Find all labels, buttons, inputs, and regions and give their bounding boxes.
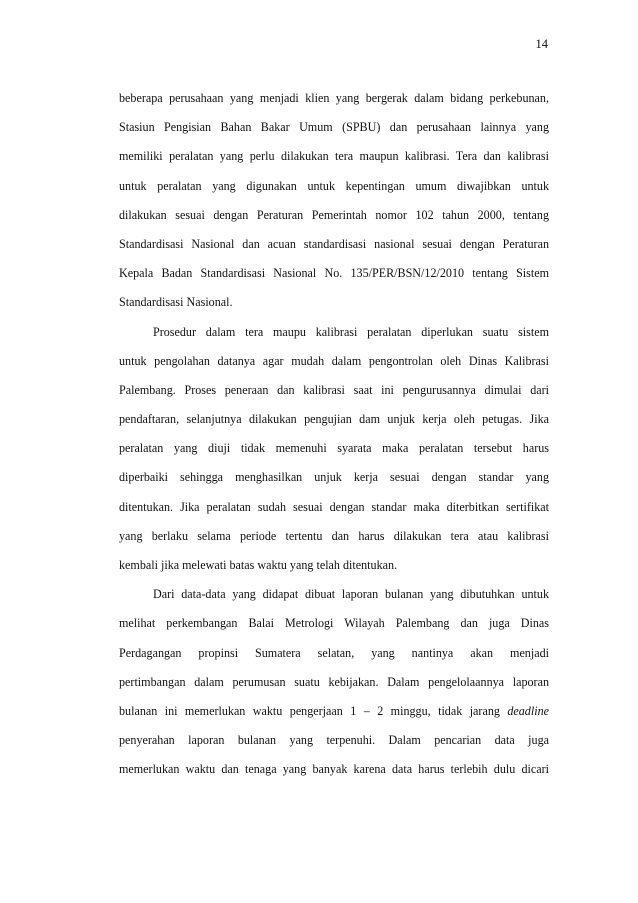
text-line: diperbaiki sehingga menghasilkan unjuk kerja sesuai dengan standar yang (119, 470, 549, 485)
text-line: Dari data-data yang didapat dibuat laporan bulanan yang dibutuhkan untuk (153, 587, 549, 602)
text-line: Palembang. Proses peneraan dan kalibrasi saat ini pengurusannya dimulai dari (119, 382, 549, 397)
text-line: Prosedur dalam tera maupu kalibrasi peralatan diperlukan suatu sistem (153, 324, 549, 339)
text-line: dilakukan sesuai dengan Peraturan Pemerintah nomor 102 tahun 2000, tentang (119, 207, 549, 222)
text-line: Standardisasi Nasional dan acuan standardisasi nasional sesuai dengan Peraturan (119, 236, 549, 251)
text-line: Perdagangan propinsi Sumatera selatan, yang nantinya akan menjadi (119, 645, 549, 660)
text-line: ditentukan. Jika peralatan sudah sesuai dengan standar maka diterbitkan sertifikat (119, 499, 549, 514)
text-line-plain: bulanan ini memerlukan waktu pengerjaan 1 – 2 minggu, tidak jarang (119, 703, 508, 718)
text-line: peralatan yang diuji tidak memenuhi syarata maka peralatan tersebut harus (119, 441, 549, 456)
text-line: Kepala Badan Standardisasi Nasional No. 135/PER/BSN/12/2010 tentang Sistem (119, 266, 549, 281)
text-line: penyerahan laporan bulanan yang terpenuhi. Dalam pencarian data juga (119, 733, 549, 748)
text-line: Standardisasi Nasional. (119, 295, 233, 310)
text-line: pertimbangan dalam perumusan suatu kebijakan. Dalam pengelolaannya laporan (119, 674, 549, 689)
text-line: memerlukan waktu dan tenaga yang banyak karena data harus terlebih dulu dicari (119, 762, 549, 777)
text-line: pendaftaran, selanjutnya dilakukan pengujian dam unjuk kerja oleh petugas. Jika (119, 412, 549, 427)
text-line: beberapa perusahaan yang menjadi klien yang bergerak dalam bidang perkebunan, (119, 91, 549, 105)
page-number: 14 (535, 37, 548, 51)
text-line: yang berlaku selama periode tertentu dan harus dilakukan tera atau kalibrasi (119, 528, 549, 543)
text-line: untuk pengolahan datanya agar mudah dalam pengontrolan oleh Dinas Kalibrasi (119, 353, 549, 368)
italic-term: deadline (507, 703, 549, 718)
text-line: untuk peralatan yang digunakan untuk kepentingan umum diwajibkan untuk (119, 178, 549, 193)
text-line: kembali jika melewati batas waktu yang telah ditentukan. (119, 558, 398, 572)
text-line: melihat perkembangan Balai Metrologi Wilayah Palembang dan juga Dinas (119, 616, 549, 631)
body-text (119, 90, 549, 791)
text-line: memiliki peralatan yang perlu dilakukan tera maupun kalibrasi. Tera dan kalibrasi (119, 149, 549, 164)
text-line (119, 703, 549, 719)
text-line: Stasiun Pengisian Bahan Bakar Umum (SPBU) dan perusahaan lainnya yang (119, 120, 549, 135)
